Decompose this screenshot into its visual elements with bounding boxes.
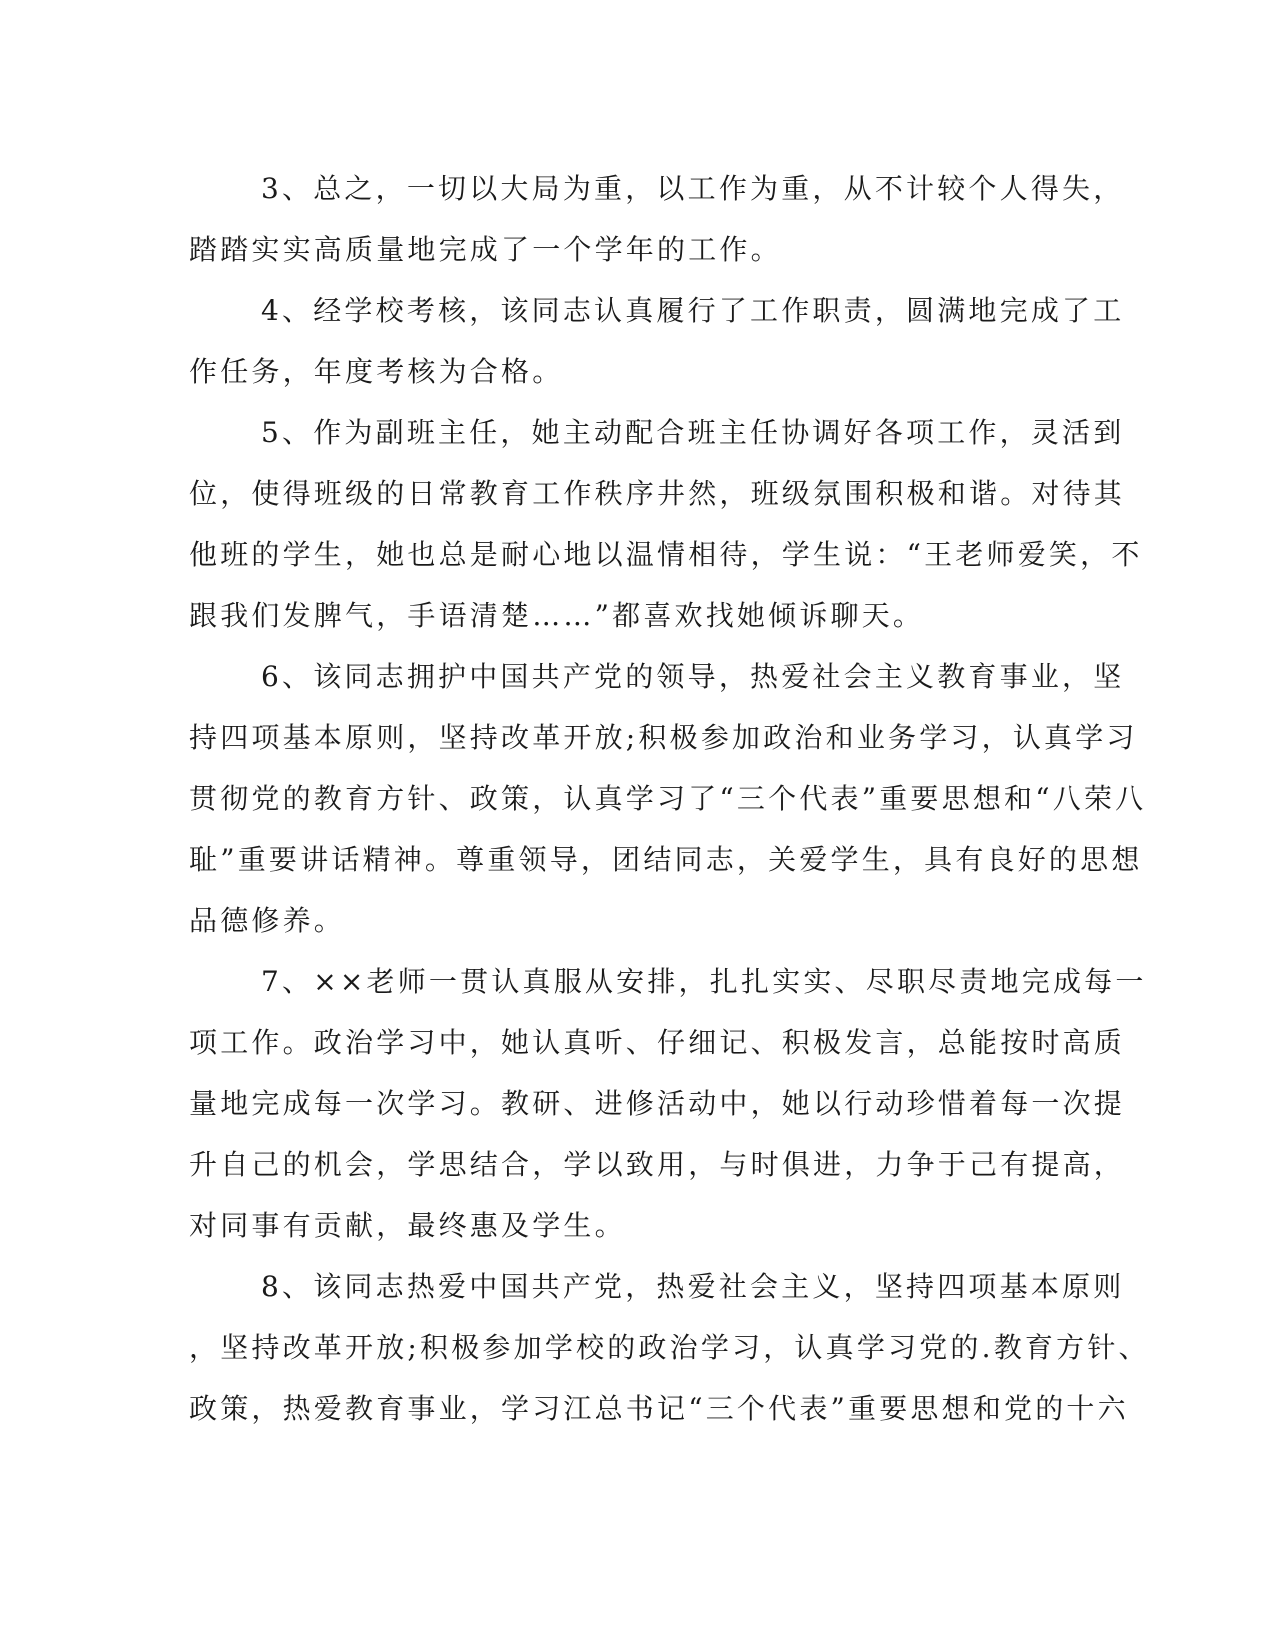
paragraph-line: 贯彻党的教育方针、政策，认真学习了“三个代表”重要思想和“八荣八 <box>189 782 1147 815</box>
paragraph-7 <box>189 951 1147 1256</box>
paragraph-line: 6、该同志拥护中国共产党的领导，热爱社会主义教育事业，坚 <box>261 660 1125 693</box>
paragraph-line: 项工作。政治学习中，她认真听、仔细记、积极发言，总能按时高质 <box>189 1026 1126 1059</box>
paragraph-4 <box>189 280 1125 402</box>
paragraph-line: 跟我们发脾气，手语清楚……”都喜欢找她倾诉聊天。 <box>189 599 925 632</box>
paragraph-line: 8、该同志热爱中国共产党，热爱社会主义，坚持四项基本原则 <box>261 1270 1125 1303</box>
paragraph-line: 作任务，年度考核为合格。 <box>189 355 564 388</box>
paragraph-5 <box>189 402 1143 646</box>
paragraph-line: 持四项基本原则，坚持改革开放;积极参加政治和业务学习，认真学习 <box>189 721 1138 754</box>
document-body <box>189 158 1150 1439</box>
paragraph-6 <box>189 646 1147 951</box>
paragraph-line: 品德修养。 <box>189 904 346 937</box>
paragraph-line: 踏踏实实高质量地完成了一个学年的工作。 <box>189 233 782 266</box>
paragraph-line: 量地完成每一次学习。教研、进修活动中，她以行动珍惜着每一次提 <box>189 1087 1126 1120</box>
paragraph-line: 他班的学生，她也总是耐心地以温情相待，学生说：“王老师爱笑，不 <box>189 538 1143 571</box>
paragraph-line: 政策，热爱教育事业，学习江总书记“三个代表”重要思想和党的十六 <box>189 1392 1129 1425</box>
paragraph-8 <box>189 1256 1150 1439</box>
paragraph-3 <box>189 158 1125 280</box>
paragraph-line: 3、总之，一切以大局为重，以工作为重，从不计较个人得失， <box>261 172 1125 205</box>
paragraph-line: ，坚持改革开放;积极参加学校的政治学习，认真学习党的.教育方针、 <box>189 1331 1150 1364</box>
paragraph-line: 升自己的机会，学思结合，学以致用，与时俱进，力争于己有提高， <box>189 1148 1126 1181</box>
paragraph-line: 7、××老师一贯认真服从安排，扎扎实实、尽职尽责地完成每一 <box>261 965 1147 998</box>
paragraph-line: 5、作为副班主任，她主动配合班主任协调好各项工作，灵活到 <box>261 416 1125 449</box>
paragraph-line: 4、经学校考核，该同志认真履行了工作职责，圆满地完成了工 <box>261 294 1125 327</box>
paragraph-line: 对同事有贡献，最终惠及学生。 <box>189 1209 626 1242</box>
paragraph-line: 耻”重要讲话精神。尊重领导，团结同志，关爱学生，具有良好的思想 <box>189 843 1143 876</box>
paragraph-line: 位，使得班级的日常教育工作秩序井然，班级氛围积极和谐。对待其 <box>189 477 1126 510</box>
